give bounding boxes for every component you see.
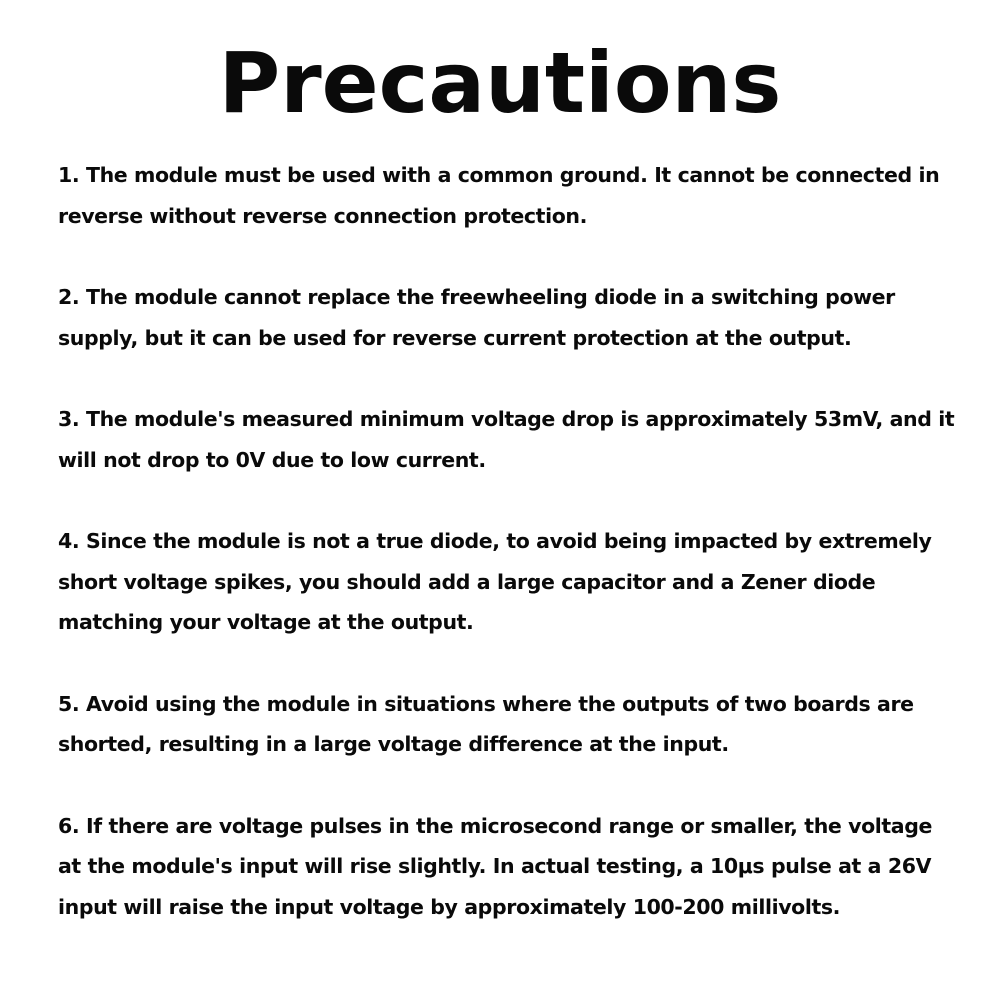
precaution-item-6: 6. If there are voltage pulses in the microsecond range or smaller, the voltage at the module's input will rise slightly. In actual testing, a 10μs pulse at a 26V input will raise the input voltage by approximately 100-200 millivolts. — [58, 813, 933, 919]
precaution-item-4: 4. Since the module is not a true diode, to avoid being impacted by extremely short voltage spikes, you should add a large capacitor and a Zener diode matching your voltage at the output. — [58, 529, 932, 634]
precaution-item-2: 2. The module cannot replace the freewheeling diode in a switching power supply, but it can be used for reverse current protection at the output. — [58, 285, 895, 350]
precaution-item-3: 3. The module's measured minimum voltage drop is approximately 53mV, and it will not drop to 0V due to low current. — [58, 407, 955, 472]
precautions-list — [58, 155, 958, 927]
precaution-item-1: 1. The module must be used with a common ground. It cannot be connected in reverse without reverse connection protection. — [58, 163, 940, 228]
page-title: Precautions — [218, 34, 782, 132]
precaution-item-5: 5. Avoid using the module in situations where the outputs of two boards are shorted, resulting in a large voltage difference at the input. — [58, 691, 914, 756]
